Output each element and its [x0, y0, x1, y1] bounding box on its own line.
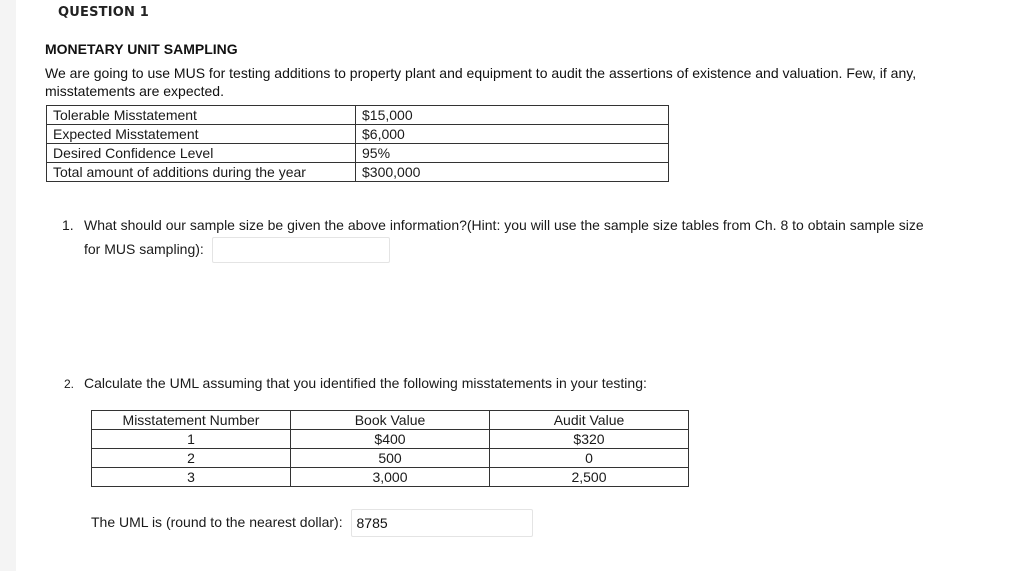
section-heading: MONETARY UNIT SAMPLING — [45, 41, 238, 57]
param-value: $15,000 — [356, 106, 669, 125]
table-row — [47, 144, 669, 163]
question-1-number: 1. — [62, 217, 74, 233]
param-label: Desired Confidence Level — [47, 144, 356, 163]
table-cell: 2 — [92, 449, 291, 468]
question-1 — [62, 213, 962, 263]
table-row — [92, 449, 689, 468]
uml-label: The UML is (round to the nearest dollar): — [91, 514, 343, 530]
table-cell: 0 — [490, 449, 689, 468]
column-header: Audit Value — [490, 411, 689, 430]
table-cell: 2,500 — [490, 468, 689, 487]
table-row — [92, 430, 689, 449]
param-label: Expected Misstatement — [47, 125, 356, 144]
parameters-table — [46, 105, 669, 182]
table-cell: 3 — [92, 468, 291, 487]
uml-answer-row — [91, 508, 533, 537]
table-cell: $320 — [490, 430, 689, 449]
uml-input[interactable]: 8785 — [351, 509, 533, 537]
column-header: Book Value — [291, 411, 490, 430]
intro-paragraph: We are going to use MUS for testing additions to property plant and equipment to audit the assertions of existence and valuation. Few, if any, misstatements are expected. — [45, 65, 917, 99]
table-header-row — [92, 411, 689, 430]
table-row — [47, 163, 669, 182]
column-header: Misstatement Number — [92, 411, 291, 430]
param-label: Total amount of additions during the year — [47, 163, 356, 182]
table-cell: 1 — [92, 430, 291, 449]
question-page — [16, 0, 1024, 571]
question-title: QUESTION 1 — [58, 5, 150, 20]
param-label: Tolerable Misstatement — [47, 106, 356, 125]
param-value: 95% — [356, 144, 669, 163]
question-2 — [64, 374, 647, 393]
table-cell: 3,000 — [291, 468, 490, 487]
question-1-text-cont: for MUS sampling): — [84, 241, 204, 257]
misstatements-table — [91, 410, 689, 487]
table-row — [47, 125, 669, 144]
table-row — [47, 106, 669, 125]
param-value: $300,000 — [356, 163, 669, 182]
table-cell: 500 — [291, 449, 490, 468]
question-2-number: 2. — [64, 377, 75, 391]
table-cell: $400 — [291, 430, 490, 449]
table-row — [92, 468, 689, 487]
param-value: $6,000 — [356, 125, 669, 144]
sample-size-input[interactable] — [212, 237, 390, 263]
question-2-text: Calculate the UML assuming that you identified the following misstatements in your testing: — [84, 375, 647, 391]
question-1-text: What should our sample size be given the above information?(Hint: you will use the sample size tables from Ch. 8 to obtain sample size — [84, 217, 924, 233]
